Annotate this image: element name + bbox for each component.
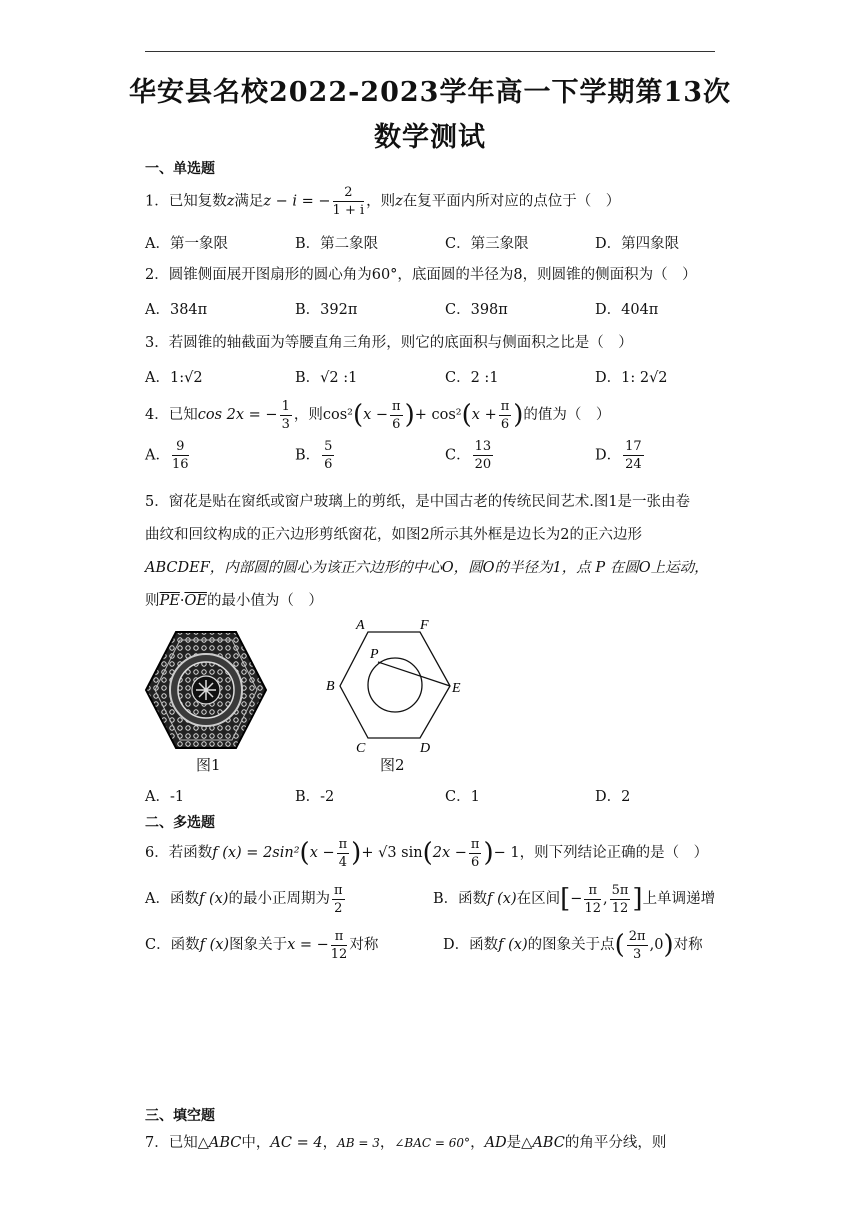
- question-5-line-2: 曲纹和回纹构成的正六边形剪纸窗花，如图2所示其外框是边长为2的正六边形: [145, 527, 642, 543]
- figure-1-caption: 图1: [196, 756, 221, 774]
- figure-1-papercut: [144, 628, 268, 752]
- top-rule: [145, 51, 715, 52]
- question-5-line-1: 5．窗花是贴在窗纸或窗户玻璃上的剪纸，是中国古老的传统民间艺术.图1是一张由卷: [145, 494, 691, 510]
- question-5-line-4: 则$\overline{PE}\cdot\overline{OE}$的最小值为（ ）: [145, 593, 323, 609]
- q5-option-a: A．-1: [145, 789, 185, 805]
- question-6: 6．若函数f (x) = 2sin²(x − $\frac{\pi}{4}$ )+ √3 sin(2x − $\frac{\pi}{6}$ )− 1，则下列结论正确的是（ ）: [145, 836, 709, 870]
- q2-option-c: C．398π: [445, 302, 508, 318]
- q5-option-b: B．-2: [295, 789, 335, 805]
- label-d: D: [420, 741, 431, 754]
- q1-option-a: A．第一象限: [145, 236, 228, 252]
- q2-option-d: D．404π: [595, 302, 659, 318]
- question-1: 1．已知复数z满足z − i = − $\frac{2}{1 + i}$ ，则z在复平面内所对应的点位于（ ）: [145, 185, 621, 218]
- vector-pe: $\overline{PE}$: [159, 593, 180, 609]
- label-b: B: [326, 679, 335, 694]
- q4-option-b: B． $\frac{5}{6}$: [295, 439, 333, 472]
- q2-option-b: B．392π: [295, 302, 358, 318]
- q4-option-d: D． $\frac{17}{24}$: [595, 439, 642, 472]
- section-fill-in: 三、填空题: [145, 1108, 215, 1124]
- page-title: 华安县名校2022-2023学年高一下学期第13次: [128, 77, 732, 108]
- q4-option-c: C． $\frac{13}{20}$: [445, 439, 492, 472]
- q6-option-c: C．函数f (x)图象关于x = − $\frac{\pi}{12}$ 对称: [145, 928, 379, 962]
- section-multi-choice: 二、多选题: [145, 815, 215, 831]
- question-7: 7．已知△ABC中，AC = 4，AB = 3，∠BAC = 60°，AD是△ABC的角平分线，则: [145, 1135, 667, 1151]
- q5-option-d: D．2: [595, 789, 631, 805]
- vector-oe: $\overline{OE}$: [184, 593, 207, 609]
- q1-option-d: D．第四象限: [595, 236, 680, 252]
- q3-option-b: B．√2 :1: [295, 370, 358, 386]
- q3-option-d: D．1: 2√2: [595, 370, 668, 386]
- fraction: $\frac{2}{1 + i}$: [332, 185, 365, 218]
- q6-option-b: B．函数f (x)在区间[− $\frac{\pi}{12}$ , $\frac{5\pi}{12}$ ]上单调递增: [433, 882, 716, 916]
- page-subtitle: 数学测试: [374, 122, 486, 153]
- label-e: E: [452, 681, 461, 696]
- section-single-choice: 一、单选题: [145, 161, 215, 177]
- q2-option-a: A．384π: [145, 302, 208, 318]
- label-f: F: [420, 618, 429, 633]
- q3-option-a: A．1:√2: [145, 370, 203, 386]
- q6-option-a: A．函数f (x)的最小正周期为 $\frac{\pi}{2}$: [145, 882, 343, 916]
- question-5-line-3: ABCDEF，内部圆的圆心为该正六边形的中心O，圆O的半径为1，点 P 在圆O上运动，: [145, 560, 709, 576]
- question-4: 4．已知cos 2x = − $\frac{1}{3}$ ，则cos²(x − $\frac{\pi}{6}$ )+ cos²(x + $\frac{\pi}{6}$ )的值为（ ）: [145, 398, 611, 432]
- q6-option-d: D．函数f (x)的图象关于点( $\frac{2\pi}{3}$ ,0)对称: [443, 928, 703, 962]
- label-a: A: [356, 618, 365, 633]
- q1-option-c: C．第三象限: [445, 236, 529, 252]
- q3-option-c: C．2 :1: [445, 370, 499, 386]
- question-2: 2．圆锥侧面展开图扇形的圆心角为60°，底面圆的半径为8，则圆锥的侧面积为（ ）: [145, 267, 697, 283]
- q1-option-b: B．第二象限: [295, 236, 379, 252]
- figure-2-caption: 图2: [380, 756, 405, 774]
- question-3: 3．若圆锥的轴截面为等腰直角三角形，则它的底面积与侧面积之比是（ ）: [145, 335, 633, 351]
- figure-2-diagram: [320, 614, 470, 754]
- q5-option-c: C．1: [445, 789, 480, 805]
- label-p: P: [370, 647, 379, 662]
- q4-option-a: A． $\frac{9}{16}$: [145, 439, 189, 472]
- label-c: C: [356, 741, 366, 754]
